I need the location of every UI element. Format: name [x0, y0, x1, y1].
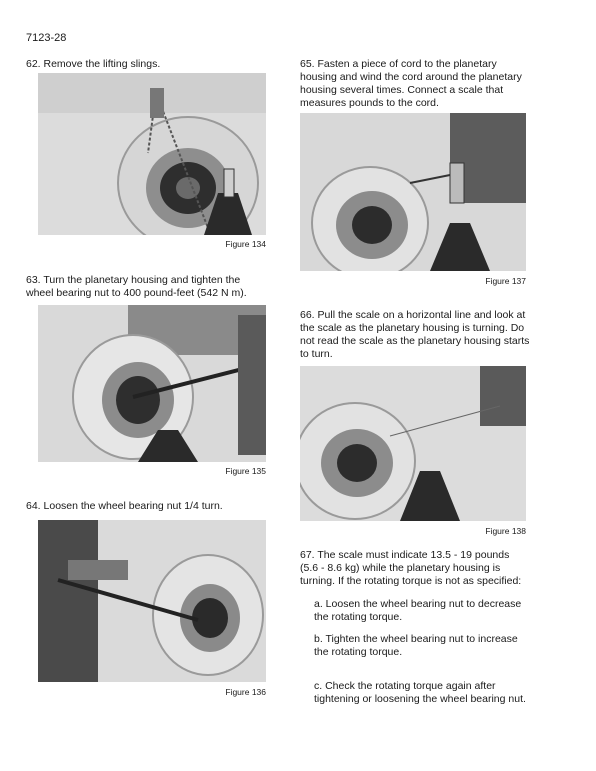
figure-138-caption: Figure 138 — [485, 526, 526, 536]
sub-step-c: c. Check the rotating torque again after tightening or loosening the wheel bearing nut. — [314, 680, 526, 705]
step-63: 63. Turn the planetary housing and tighten the wheel bearing nut to 400 pound-feet (542 N m). — [26, 274, 247, 299]
figure-136-photo — [38, 520, 266, 682]
figure-138-photo — [300, 366, 526, 521]
figure-136-caption: Figure 136 — [225, 687, 266, 697]
step-67: 67. The scale must indicate 13.5 - 19 pounds (5.6 - 8.6 kg) while the planetary housing is turning. If the rotating torque is not as specified: — [300, 549, 522, 587]
step-65: 65. Fasten a piece of cord to the planetary housing and wind the cord around the planetary housing several times. Connect a scale that measures pounds to the cord. — [300, 58, 522, 109]
figure-137-photo — [300, 113, 526, 271]
sub-step-b: b. Tighten the wheel bearing nut to increase the rotating torque. — [314, 633, 518, 658]
figure-134-caption: Figure 134 — [225, 239, 266, 249]
page-number: 7123-28 — [26, 32, 67, 44]
step-64: 64. Loosen the wheel bearing nut 1/4 turn. — [26, 500, 223, 512]
figure-135-photo — [38, 305, 266, 462]
sub-step-a: a. Loosen the wheel bearing nut to decrease the rotating torque. — [314, 598, 522, 623]
figure-135-caption: Figure 135 — [225, 466, 266, 476]
figure-137-caption: Figure 137 — [485, 276, 526, 286]
step-62: 62. Remove the lifting slings. — [26, 58, 161, 70]
figure-134-photo — [38, 73, 266, 235]
step-66: 66. Pull the scale on a horizontal line and look at the scale as the planetary housing is turning. Do not read the scale as the planetary housing starts to turn. — [300, 309, 530, 360]
